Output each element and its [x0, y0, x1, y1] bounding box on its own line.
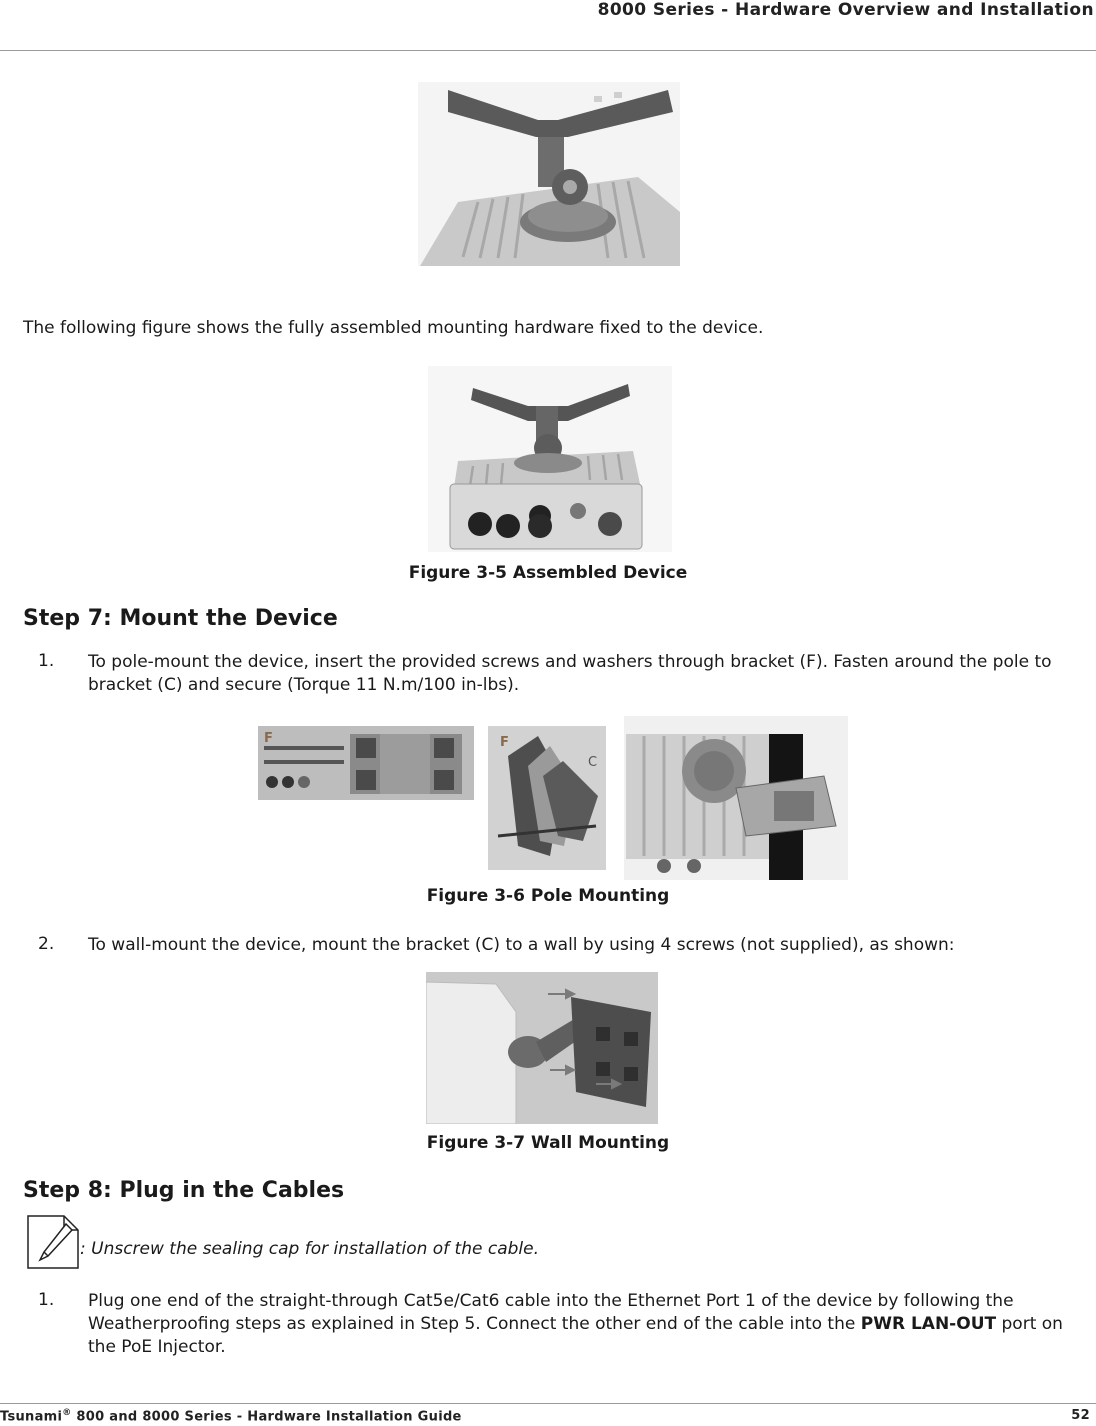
assembled-device-photo: [428, 366, 672, 552]
step-7-item-1-text: To pole-mount the device, insert the provided screws and washers through bracket (F). Fasten around the pole to bracket (C) and secure (Torque 11 N.m/100 in-lbs).: [88, 652, 1052, 695]
figure-3-7-caption: Figure 3-7 Wall Mounting: [426, 1133, 670, 1153]
step-8-item-1-text: [88, 1290, 1078, 1359]
bracket-on-device-photo: [418, 82, 680, 266]
pole-mount-bracket-photo: [488, 726, 606, 870]
pole-mount-parts-photo: [258, 726, 474, 800]
step-7-item-2-text: To wall-mount the device, mount the bracket (C) to a wall by using 4 screws (not supplied), as shown:: [88, 935, 955, 955]
header-divider: [0, 50, 1096, 51]
pole-mounted-device-photo: [624, 716, 848, 880]
footer-title-text: 800 and 8000 Series - Hardware Installation Guide: [71, 1409, 462, 1425]
fig-label-c: C: [588, 755, 598, 770]
note-pencil-icon: [26, 1214, 80, 1270]
step-8-item-1-text-b: port on the PoE Injector.: [88, 1314, 1063, 1357]
step-7-item-2-number: 2.: [38, 934, 55, 954]
step-8-item-1-number: 1.: [38, 1290, 55, 1310]
note-text: : Unscrew the sealing cap for installation of the cable.: [80, 1239, 539, 1259]
fig-label-f-1: F: [264, 731, 273, 746]
intro-paragraph: The following figure shows the fully assembled mounting hardware fixed to the device.: [23, 318, 764, 338]
page-header-title: 8000 Series - Hardware Overview and Installation: [597, 0, 1094, 20]
step-7-item-1-number: 1.: [38, 651, 55, 671]
footer-guide-title: [0, 1408, 462, 1424]
figure-3-5-caption: Figure 3-5 Assembled Device: [408, 563, 688, 583]
footer-divider: [0, 1403, 1096, 1404]
fig-label-f-2: F: [500, 735, 509, 750]
step-8-item-1-text-a: Plug one end of the straight-through Cat5e/Cat6 cable into the Ethernet Port 1 of the device by following the Weatherproofing steps as explained in Step 5. Connect the other end of the cable into the: [88, 1291, 1014, 1334]
footer-page-number: 52: [1071, 1408, 1090, 1423]
step-8-heading: Step 8: Plug in the Cables: [23, 1178, 345, 1203]
footer-brand: Tsunami: [0, 1409, 63, 1425]
wall-mount-photo: [426, 972, 658, 1124]
footer-registered-mark: ®: [62, 1408, 72, 1418]
step-7-heading: Step 7: Mount the Device: [23, 606, 338, 631]
figure-3-6-caption: Figure 3-6 Pole Mounting: [426, 886, 670, 906]
pwr-lan-out-label: PWR LAN-OUT: [860, 1314, 997, 1334]
